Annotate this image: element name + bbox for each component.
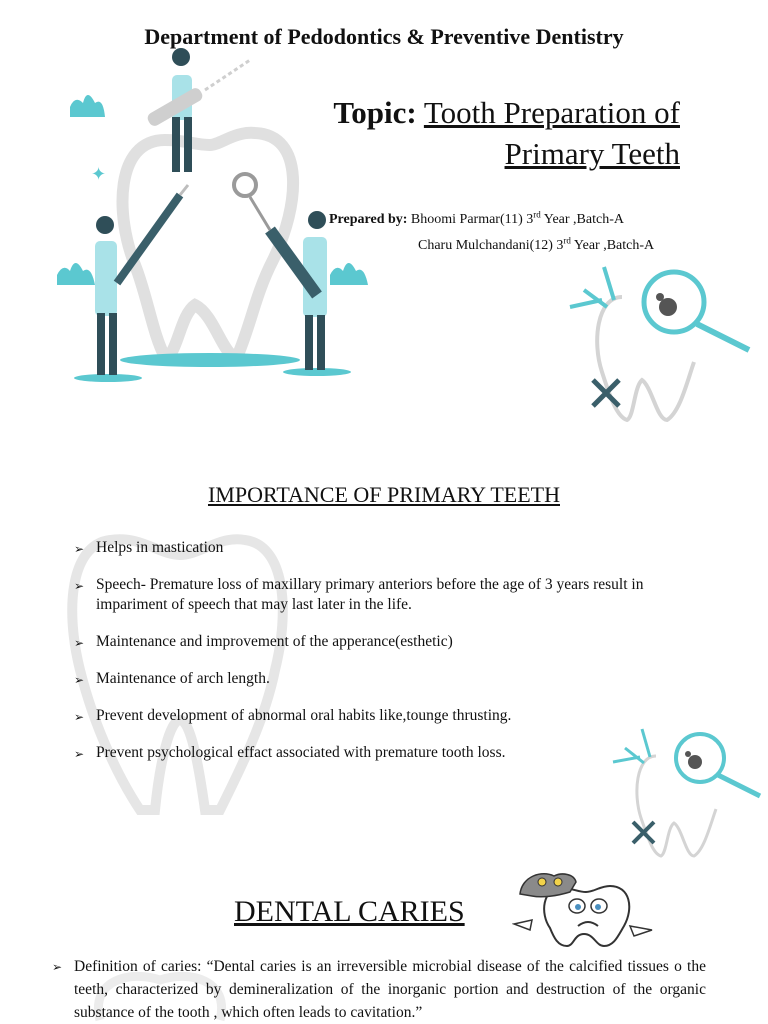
caries-definition-text: Definition of caries: “Dental caries is an irreversible microbial disease of the calcified tissues o the teeth, characterized by demineralization of the inorganic portion and destruction of the organic substance of the tooth , which often leads to cavitation.”: [74, 958, 706, 1021]
list-item: [74, 575, 674, 615]
list-item: [74, 632, 674, 652]
topic-title-line2: Primary Teeth: [504, 136, 680, 171]
author-1-name: Bhoomi Parmar(11) 3: [410, 212, 534, 227]
list-item-text: Maintenance of arch length.: [96, 670, 270, 687]
topic-label: Topic:: [333, 95, 417, 130]
bullet-arrow-icon: ➢: [74, 710, 85, 724]
prepared-by-label: Prepared by:: [329, 212, 408, 227]
list-item: [74, 706, 674, 726]
author-2-name: Charu Mulchandani(12) 3: [418, 238, 564, 253]
topic-title-line1: Tooth Preparation of: [423, 95, 680, 130]
bullet-arrow-icon: ➢: [74, 542, 85, 556]
prepared-by-line1: [329, 209, 624, 228]
author-1-sup: rd: [533, 209, 541, 220]
topic-heading: [260, 92, 680, 174]
list-item-text: Maintenance and improvement of the apperance(esthetic): [96, 633, 453, 650]
department-title: Department of Pedodontics & Preventive Dentistry: [144, 24, 624, 49]
bullet-arrow-icon: ➢: [74, 673, 85, 687]
bullet-arrow-icon: ➢: [74, 579, 85, 593]
bullet-arrow-icon: ➢: [52, 960, 63, 974]
bullet-arrow-icon: ➢: [74, 747, 85, 761]
list-item-text: Speech- Premature loss of maxillary primary anteriors before the age of 3 years result in impariment of speech that may last later in the life.: [96, 576, 644, 613]
importance-list: [74, 538, 674, 780]
author-2-rest: Year ,Batch-A: [570, 238, 655, 253]
caries-definition: [52, 955, 706, 1024]
list-item-text: Prevent psychological effact associated with premature tooth loss.: [96, 744, 506, 761]
list-item: [74, 538, 674, 558]
svg-text:✦: ✦: [91, 164, 107, 185]
list-item-text: Helps in mastication: [96, 539, 224, 556]
list-item: [74, 743, 674, 763]
bullet-arrow-icon: ➢: [74, 636, 85, 650]
author-1-rest: Year ,Batch-A: [540, 212, 624, 227]
list-item-text: Prevent development of abnormal oral habits like,tounge thrusting.: [96, 707, 512, 724]
caries-heading: DENTAL CARIES: [234, 895, 465, 928]
author-2-sup: rd: [563, 235, 571, 246]
list-item: [74, 669, 674, 689]
magnifier-tooth-icon: [562, 262, 757, 427]
importance-heading: IMPORTANCE OF PRIMARY TEETH: [207, 482, 560, 507]
cartoon-tooth-icon: [512, 866, 662, 948]
prepared-by-line2: [418, 235, 655, 254]
